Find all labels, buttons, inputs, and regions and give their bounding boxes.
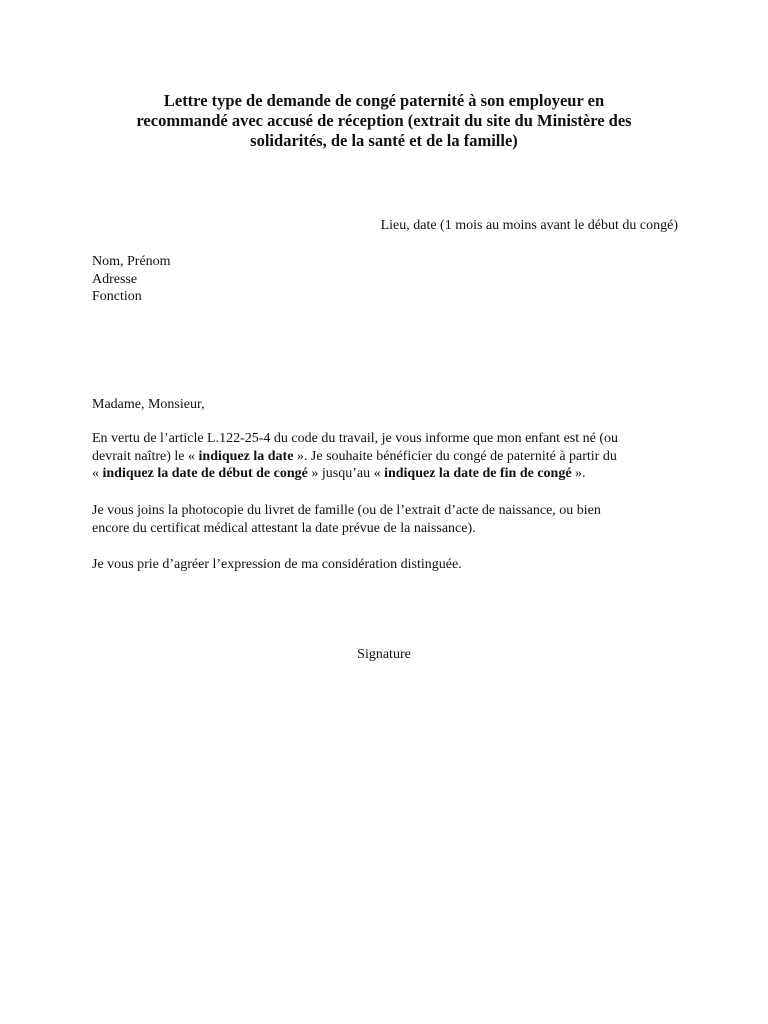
paragraph1-line2 <box>92 448 676 466</box>
paragraph1-line3 <box>92 465 676 483</box>
paragraph1-line1: En vertu de l’article L.122-25-4 du code du travail, je vous informe que mon enfant est né (ou <box>92 431 618 446</box>
paragraph2-line1: Je vous joins la photocopie du livret de famille (ou de l’extrait d’acte de naissance, ou bien <box>92 503 601 518</box>
title-line-1: Lettre type de demande de congé paternité à son employeur en <box>163 91 605 110</box>
paragraph1-line3-text-c: ». <box>571 466 586 481</box>
paragraph1-line2-text-b: ». Je souhaite bénéficier du congé de paternité à partir du <box>293 448 617 464</box>
paragraph2-line2: encore du certificat médical attestant la date prévue de la naissance). <box>92 520 476 536</box>
sender-function: Fonction <box>92 289 142 304</box>
paragraph-attachment <box>92 502 676 537</box>
paragraph-notification <box>92 430 676 483</box>
closing-formula: Je vous prie d’agréer l’expression de ma considération distinguée. <box>92 557 462 572</box>
paragraph1-line3-text-a: « <box>92 466 103 481</box>
leave-end-placeholder: indiquez la date de fin de congé <box>384 466 572 481</box>
title-line-3: solidarités, de la santé et de la famille) <box>250 131 518 150</box>
sender-block <box>92 253 171 306</box>
salutation: Madame, Monsieur, <box>92 397 205 412</box>
leave-start-placeholder: indiquez la date de début de congé <box>102 466 308 481</box>
place-date-line: Lieu, date (1 mois au moins avant le début du congé) <box>380 218 678 233</box>
document-title <box>92 91 676 151</box>
signature-label: Signature <box>357 647 411 662</box>
paragraph1-line2-text-a: devrait naître) le « <box>92 448 199 464</box>
sender-address: Adresse <box>92 271 138 287</box>
title-line-2: recommandé avec accusé de réception (extrait du site du Ministère des <box>136 111 632 130</box>
paragraph1-line3-text-b: » jusqu’au « <box>307 466 385 481</box>
sender-name: Nom, Prénom <box>92 254 171 269</box>
birth-date-placeholder: indiquez la date <box>198 448 294 464</box>
